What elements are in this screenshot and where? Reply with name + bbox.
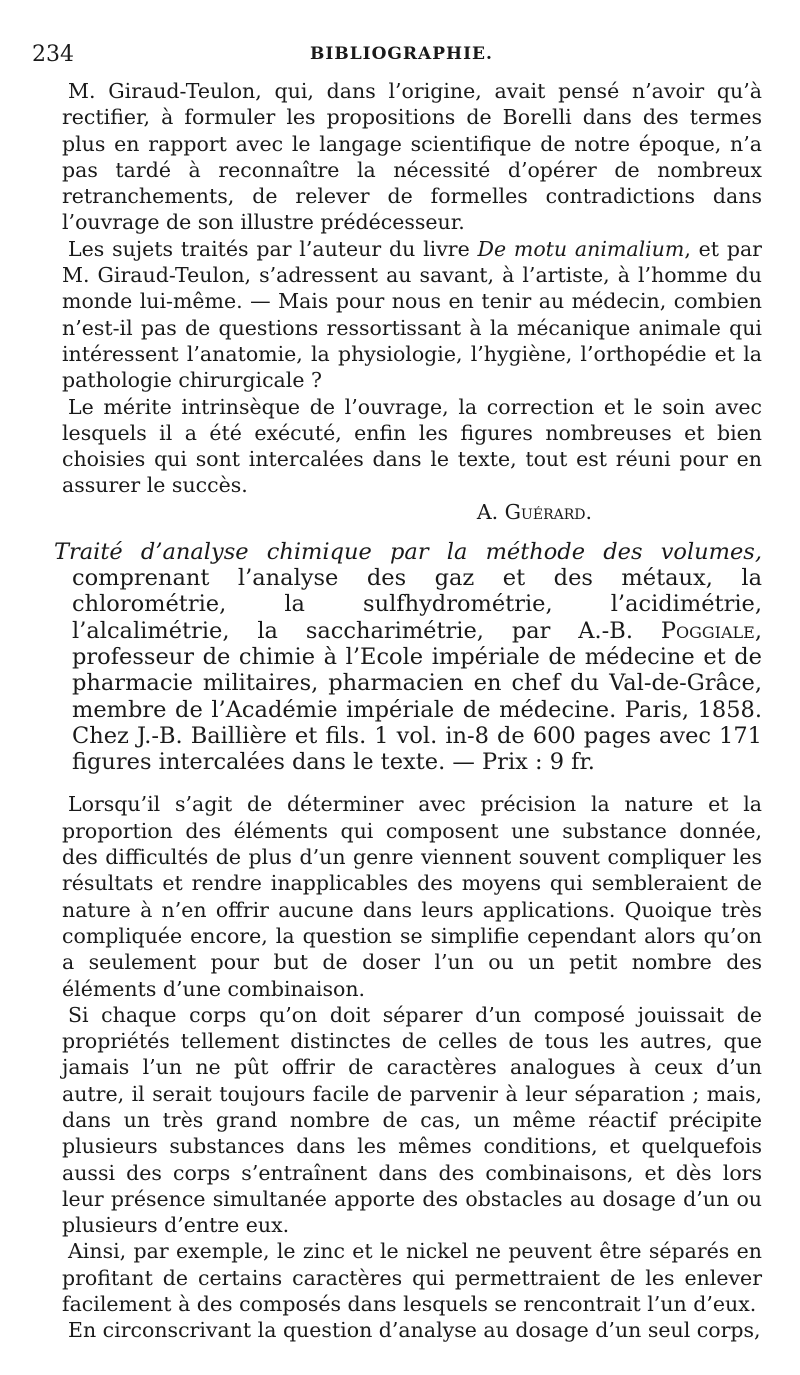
- review-paragraph-2-after: , et par M. Giraud-Teulon, s’adressent au savant, à l’artiste, à l’homme du monde lui-même. — Mais pour nous en tenir au médecin, combien n’est-il pas de questions ressortissant à la mécanique animale qui intéressent l’anatomie, la physiologie, l’hygiène, l’orthopédie et la pathologie chirurgicale ?: [62, 236, 762, 393]
- signature-name: [477, 499, 592, 525]
- review-paragraph-1: M. Giraud-Teulon, qui, dans l’origine, avait pensé n’avoir qu’à rectifier, à formuler les propositions de Borelli dans des termes plus en rapport avec le langage scientifique de notre époque, n’a pas tardé à reconnaître la nécessité d’opérer de nombreux retranchements, de relever de formelles contradictions dans l’ouvrage de son illustre prédécesseur.: [62, 79, 762, 235]
- book-entry-title: Traité d’analyse chimique par la méthode des volumes,: [54, 538, 762, 565]
- page-header: [32, 38, 762, 78]
- page-number: 234: [32, 42, 74, 67]
- book-entry: [54, 538, 762, 776]
- analysis-paragraph-1: Lorsqu’il s’agit de déterminer avec précision la nature et la proportion des éléments qui composent une substance donnée, des difficultés de plus d’un genre viennent souvent compliquer les résultats et rendre inapplicables des moyens qui sembleraient de nature à n’en offrir aucune dans leurs applications. Quoique très compliquée encore, la question se simplifie cependant alors qu’on a seulement pour but de doser l’un ou un petit nombre des éléments d’une combinaison.: [62, 792, 762, 1001]
- book-entry-text-1: comprenant l’analyse des gaz et des métaux, la chlorométrie, la sulfhydrométrie, l’acidimétrie, l’alcalimétrie, la saccharimétrie, par A.-B.: [72, 565, 762, 644]
- analysis-paragraph-4: En circonscrivant la question d’analyse au dosage d’un seul corps,: [68, 1318, 761, 1343]
- analysis-paragraph-2: Si chaque corps qu’on doit séparer d’un composé jouissait de propriétés tellement distinctes de celles de tous les autres, que jamais l’un ne pût offrir de caractères analogues à ceux d’un autre, il serait toujours facile de parvenir à leur séparation ; mais, dans un très grand nombre de cas, un même réactif précipite plusieurs substances dans les mêmes conditions, et quelquefois aussi des corps s’entraînent dans des combinaisons, et dès lors leur présence simultanée apporte des obstacles au dosage d’un ou plusieurs d’entre eux.: [62, 1002, 762, 1238]
- signature-surname: Guérard.: [504, 499, 592, 524]
- signature-initial: A.: [476, 499, 505, 524]
- review-signature: [62, 499, 762, 525]
- analysis-paragraph-3: Ainsi, par exemple, le zinc et le nickel ne peuvent être séparés en profitant de certains caractères qui permettraient de les enlever facilement à des composés dans lesquels se rencontrait l’un d’eux.: [62, 1239, 762, 1317]
- running-title: BIBLIOGRAPHIE.: [310, 44, 493, 64]
- review-paragraph-3: Le mérite intrinsèque de l’ouvrage, la correction et le soin avec lesquels il a été exécuté, enfin les figures nombreuses et bien choisies qui sont intercalées dans le texte, tout est réuni pour en assurer le succès.: [62, 394, 762, 498]
- review-paragraph-2-before: Les sujets traités par l’auteur du livre: [68, 236, 478, 261]
- analysis-section: [62, 791, 762, 1343]
- book-title-de-motu: De motu animalium: [477, 236, 685, 261]
- review-paragraph-2: [62, 236, 762, 394]
- book-entry-author: Poggiale: [660, 617, 755, 644]
- book-entry-text-2: , professeur de chimie à l’Ecole impériale de médecine et de pharmacie militaires, pharmacien en chef du Val-de-Grâce, membre de l’Académie impériale de médecine. Paris, 1858. Chez J.-B. Baillière et fils. 1 vol. in-8 de 600 pages avec 171 figures intercalées dans le texte. — Prix : 9 fr.: [72, 617, 762, 776]
